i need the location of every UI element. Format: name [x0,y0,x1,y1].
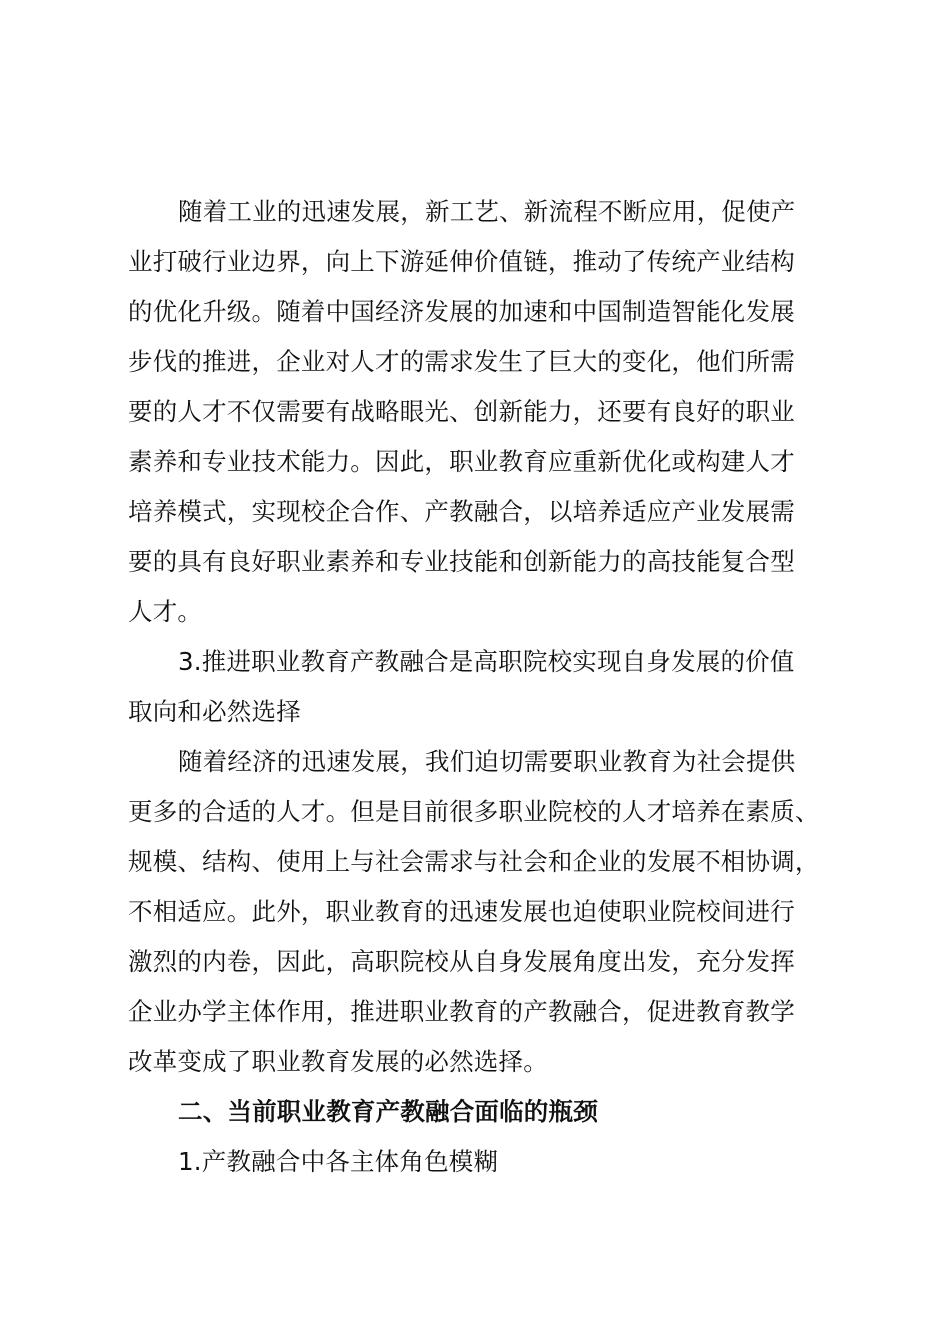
paragraph-2-line-5: 激烈的内卷，因此，高职院校从自身发展角度出发，充分发挥 [128,947,795,976]
paragraph-1-line-4: 步伐的推进，企业对人才的需求发生了巨大的变化，他们所需 [128,347,795,376]
paragraph-1-line-2: 业打破行业边界，向上下游延伸价值链，推动了传统产业结构 [128,247,795,276]
paragraph-1-line-8: 要的具有良好职业素养和专业技能和创新能力的高技能复合型 [128,547,795,576]
subheading-3-line-1: 3.推进职业教育产教融合是高职院校实现自身发展的价值 [178,647,795,676]
paragraph-1-line-7: 培养模式，实现校企合作、产教融合，以培养适应产业发展需 [128,497,795,526]
paragraph-1-line-5: 要的人才不仅需要有战略眼光、创新能力，还要有良好的职业 [128,397,795,426]
paragraph-1-line-3: 的优化升级。随着中国经济发展的加速和中国制造智能化发展 [128,297,795,326]
paragraph-1-line-9: 人才。 [128,597,203,626]
paragraph-2-line-7: 改革变成了职业教育发展的必然选择。 [128,1047,548,1076]
paragraph-1-line-1: 随着工业的迅速发展，新工艺、新流程不断应用，促使产 [178,197,796,226]
subheading-3-line-2: 取向和必然选择 [128,697,301,726]
section-heading: 二、当前职业教育产教融合面临的瓶颈 [178,1097,598,1126]
paragraph-2-line-3: 规模、结构、使用上与社会需求与社会和企业的发展不相协调， [128,847,820,876]
subheading-1: 1.产教融合中各主体角色模糊 [178,1147,499,1176]
paragraph-2-line-1: 随着经济的迅速发展，我们迫切需要职业教育为社会提供 [178,747,796,776]
paragraph-2-line-6: 企业办学主体作用，推进职业教育的产教融合，促进教育教学 [128,997,795,1026]
paragraph-2-line-2: 更多的合适的人才。但是目前很多职业院校的人才培养在素质、 [128,797,820,826]
paragraph-1-line-6: 素养和专业技术能力。因此，职业教育应重新优化或构建人才 [128,447,795,476]
paragraph-2-line-4: 不相适应。此外，职业教育的迅速发展也迫使职业院校间进行 [128,897,795,926]
